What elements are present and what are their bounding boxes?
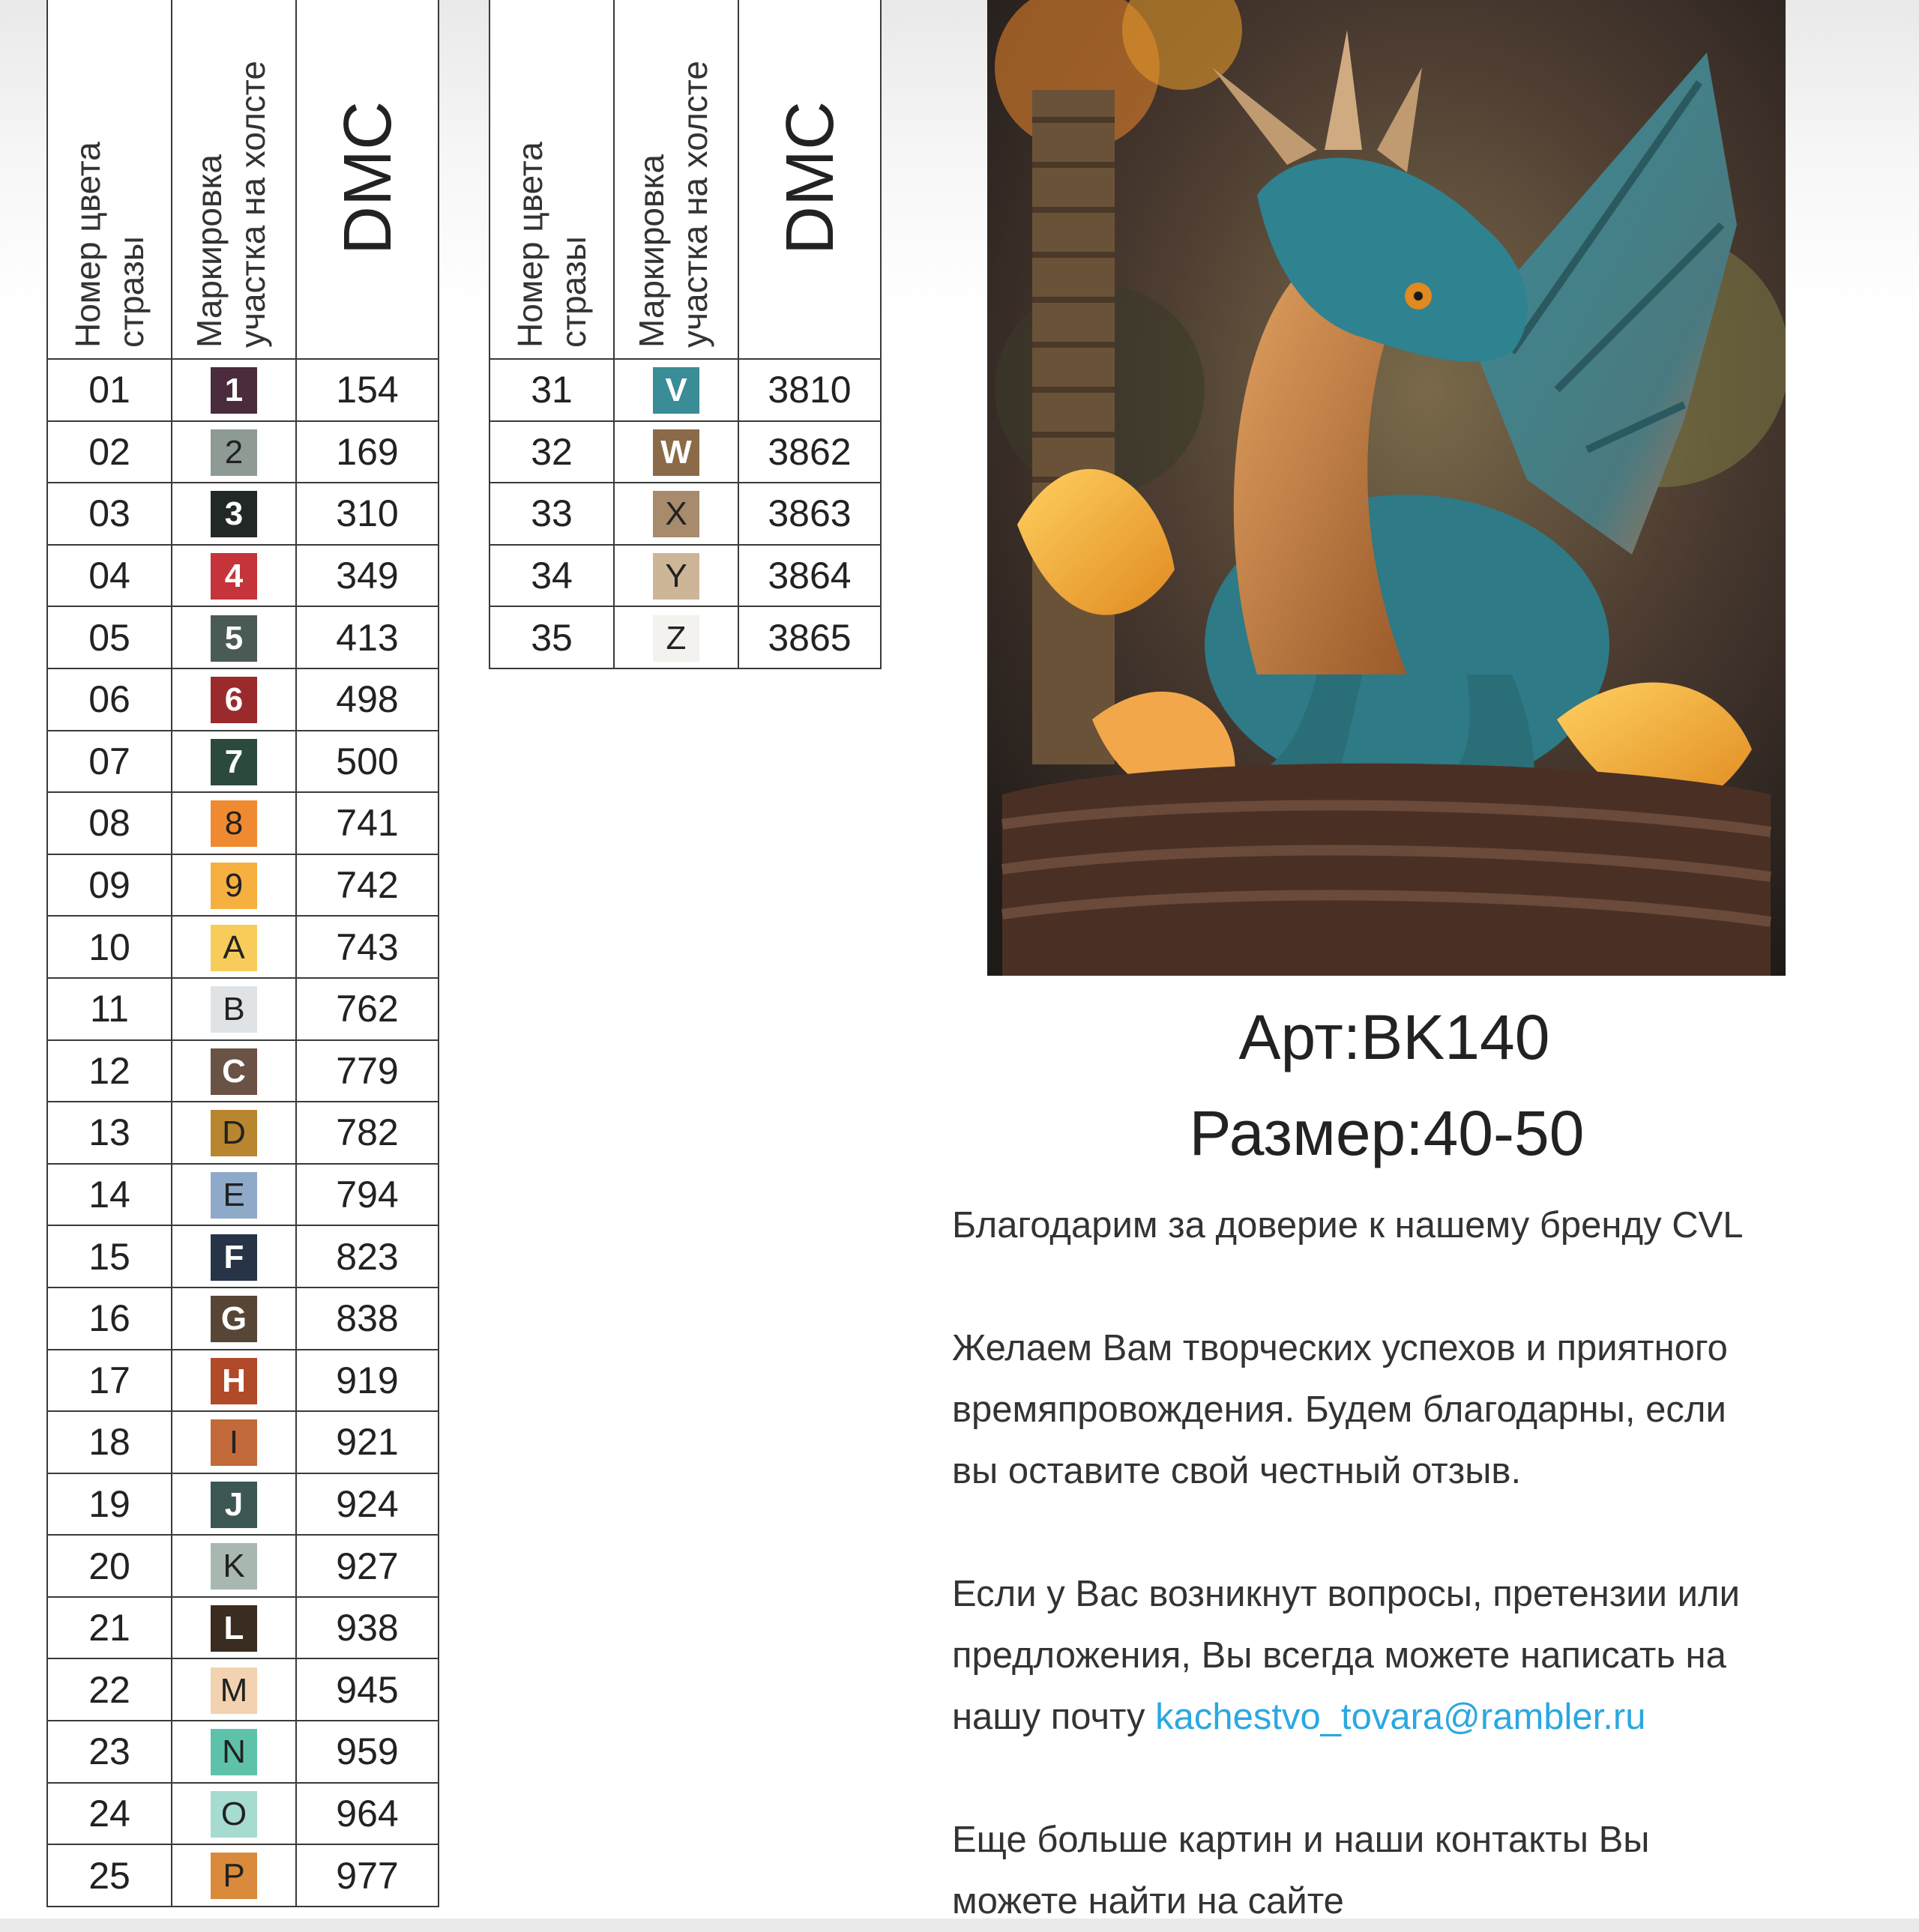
dmc-code: 762 bbox=[296, 978, 439, 1040]
marking-cell bbox=[172, 1164, 296, 1226]
header-number-text: Номер цвета стразы bbox=[510, 142, 593, 348]
marking-cell bbox=[172, 792, 296, 854]
size-label: Размер:40-50 bbox=[1189, 1098, 1585, 1168]
dmc-code: 945 bbox=[296, 1658, 439, 1721]
table-row bbox=[47, 668, 439, 731]
color-number: 34 bbox=[489, 545, 614, 607]
marking-cell bbox=[172, 854, 296, 917]
header-marking-text: Маркировка участка на холсте bbox=[632, 61, 714, 348]
marking-cell bbox=[172, 1288, 296, 1350]
header-number bbox=[47, 0, 172, 359]
questions-body: Если у Вас возникнут вопросы, претензии или предложения, Вы всегда можете написать на нашу почту bbox=[952, 1574, 1740, 1737]
marking-cell bbox=[172, 1783, 296, 1845]
marking-cell bbox=[172, 668, 296, 731]
color-swatch: C bbox=[211, 1048, 257, 1095]
dmc-code: 742 bbox=[296, 854, 439, 917]
color-swatch: V bbox=[653, 367, 699, 414]
marking-cell bbox=[172, 421, 296, 483]
header-marking bbox=[172, 0, 296, 359]
dmc-code: 3810 bbox=[738, 359, 881, 421]
dmc-code: 349 bbox=[296, 545, 439, 607]
table-row bbox=[47, 731, 439, 793]
table-row bbox=[47, 1411, 439, 1473]
table-row bbox=[47, 1164, 439, 1226]
dmc-code: 782 bbox=[296, 1102, 439, 1164]
color-number: 09 bbox=[47, 854, 172, 917]
marking-cell bbox=[172, 1721, 296, 1783]
table-row bbox=[489, 606, 881, 668]
marking-cell bbox=[172, 1350, 296, 1412]
color-swatch: K bbox=[211, 1543, 257, 1590]
header-marking-text: Маркировка участка на холсте bbox=[190, 61, 272, 348]
color-swatch: H bbox=[211, 1358, 257, 1404]
header-number-text: Номер цвета стразы bbox=[68, 142, 151, 348]
marking-cell bbox=[614, 421, 738, 483]
marking-cell bbox=[614, 545, 738, 607]
marking-cell bbox=[172, 1411, 296, 1473]
color-number: 22 bbox=[47, 1658, 172, 1721]
color-table-right bbox=[489, 0, 882, 669]
color-number: 31 bbox=[489, 359, 614, 421]
marking-cell bbox=[172, 606, 296, 668]
marking-cell bbox=[172, 1535, 296, 1597]
marking-cell bbox=[172, 1473, 296, 1536]
questions-text bbox=[952, 1563, 1837, 1748]
color-number: 35 bbox=[489, 606, 614, 668]
table-row bbox=[47, 545, 439, 607]
color-number: 07 bbox=[47, 731, 172, 793]
table-row bbox=[47, 792, 439, 854]
table-row bbox=[47, 1288, 439, 1350]
color-number: 04 bbox=[47, 545, 172, 607]
marking-cell bbox=[172, 1597, 296, 1659]
table-row bbox=[47, 421, 439, 483]
table-row bbox=[47, 1102, 439, 1164]
header-dmc bbox=[296, 0, 439, 359]
color-number: 24 bbox=[47, 1783, 172, 1845]
color-number: 20 bbox=[47, 1535, 172, 1597]
wish-text: Желаем Вам творческих успехов и приятного времяпровождения. Будем благодарны, если вы оставите свой честный отзыв. bbox=[952, 1328, 1728, 1491]
table-row bbox=[47, 1040, 439, 1102]
color-number: 23 bbox=[47, 1721, 172, 1783]
color-swatch: G bbox=[211, 1296, 257, 1342]
color-swatch: P bbox=[211, 1853, 257, 1899]
info-block bbox=[952, 989, 1837, 1932]
color-number: 18 bbox=[47, 1411, 172, 1473]
dmc-code: 3863 bbox=[738, 483, 881, 545]
dmc-code: 3865 bbox=[738, 606, 881, 668]
marking-cell bbox=[614, 606, 738, 668]
dmc-code: 3864 bbox=[738, 545, 881, 607]
header-number bbox=[489, 0, 614, 359]
table-row bbox=[47, 854, 439, 917]
color-number: 21 bbox=[47, 1597, 172, 1659]
dmc-code: 823 bbox=[296, 1225, 439, 1288]
table-row bbox=[47, 1597, 439, 1659]
color-number: 06 bbox=[47, 668, 172, 731]
color-number: 16 bbox=[47, 1288, 172, 1350]
email-link[interactable]: kachestvo_tovara@rambler.ru bbox=[1155, 1697, 1646, 1737]
table-row bbox=[47, 1721, 439, 1783]
color-number: 03 bbox=[47, 483, 172, 545]
dmc-code: 498 bbox=[296, 668, 439, 731]
dmc-code: 413 bbox=[296, 606, 439, 668]
color-number: 15 bbox=[47, 1225, 172, 1288]
color-swatch: J bbox=[211, 1482, 257, 1528]
header-dmc-text: DMC bbox=[773, 101, 848, 255]
marking-cell bbox=[172, 359, 296, 421]
table-row bbox=[489, 421, 881, 483]
dmc-code: 927 bbox=[296, 1535, 439, 1597]
color-swatch: 6 bbox=[211, 677, 257, 723]
color-table-left bbox=[46, 0, 439, 1907]
color-number: 32 bbox=[489, 421, 614, 483]
color-number: 33 bbox=[489, 483, 614, 545]
color-number: 19 bbox=[47, 1473, 172, 1536]
marking-cell bbox=[172, 483, 296, 545]
more-text: Еще больше картин и наши контакты Вы можете найти на сайте bbox=[952, 1820, 1650, 1922]
color-swatch: B bbox=[211, 986, 257, 1033]
color-swatch: I bbox=[211, 1419, 257, 1466]
table-row bbox=[47, 1350, 439, 1412]
color-swatch: 8 bbox=[211, 800, 257, 847]
dmc-code: 938 bbox=[296, 1597, 439, 1659]
dmc-code: 169 bbox=[296, 421, 439, 483]
marking-cell bbox=[614, 483, 738, 545]
color-swatch: 2 bbox=[211, 429, 257, 476]
color-number: 25 bbox=[47, 1844, 172, 1907]
color-swatch: W bbox=[653, 429, 699, 476]
marking-cell bbox=[172, 1040, 296, 1102]
marking-cell bbox=[172, 545, 296, 607]
table-row bbox=[47, 1473, 439, 1536]
header-dmc bbox=[738, 0, 881, 359]
color-swatch: O bbox=[211, 1791, 257, 1838]
color-number: 17 bbox=[47, 1350, 172, 1412]
table-row bbox=[489, 483, 881, 545]
marking-cell bbox=[614, 359, 738, 421]
color-swatch: E bbox=[211, 1172, 257, 1219]
marking-cell bbox=[172, 916, 296, 978]
color-swatch: 1 bbox=[211, 367, 257, 414]
dmc-code: 3862 bbox=[738, 421, 881, 483]
color-swatch: 4 bbox=[211, 553, 257, 600]
marking-cell bbox=[172, 1225, 296, 1288]
color-swatch: M bbox=[211, 1667, 257, 1714]
table-row bbox=[47, 1783, 439, 1845]
color-number: 14 bbox=[47, 1164, 172, 1226]
table-row bbox=[47, 978, 439, 1040]
table-row bbox=[47, 483, 439, 545]
color-number: 05 bbox=[47, 606, 172, 668]
marking-cell bbox=[172, 1102, 296, 1164]
dmc-code: 310 bbox=[296, 483, 439, 545]
color-number: 01 bbox=[47, 359, 172, 421]
color-number: 11 bbox=[47, 978, 172, 1040]
article-number: Арт:BK140 bbox=[1238, 1002, 1550, 1072]
color-swatch: Z bbox=[653, 615, 699, 662]
table-row bbox=[47, 1844, 439, 1907]
dmc-code: 964 bbox=[296, 1783, 439, 1845]
table-row bbox=[489, 545, 881, 607]
color-swatch: D bbox=[211, 1110, 257, 1156]
dmc-code: 743 bbox=[296, 916, 439, 978]
table-row bbox=[47, 1535, 439, 1597]
table-row bbox=[47, 359, 439, 421]
dragon-artwork bbox=[987, 0, 1786, 976]
color-swatch: 5 bbox=[211, 615, 257, 662]
color-swatch: A bbox=[211, 925, 257, 971]
color-number: 08 bbox=[47, 792, 172, 854]
dmc-code: 919 bbox=[296, 1350, 439, 1412]
marking-cell bbox=[172, 1844, 296, 1907]
marking-cell bbox=[172, 978, 296, 1040]
color-swatch: 3 bbox=[211, 491, 257, 537]
table-row bbox=[47, 916, 439, 978]
marking-cell bbox=[172, 1658, 296, 1721]
thanks-text: Благодарим за доверие к нашему бренду CVL bbox=[952, 1205, 1744, 1246]
table-row bbox=[47, 606, 439, 668]
color-swatch: 9 bbox=[211, 863, 257, 909]
color-swatch: N bbox=[211, 1729, 257, 1775]
marking-cell bbox=[172, 731, 296, 793]
dmc-code: 154 bbox=[296, 359, 439, 421]
color-number: 02 bbox=[47, 421, 172, 483]
color-number: 12 bbox=[47, 1040, 172, 1102]
dmc-code: 779 bbox=[296, 1040, 439, 1102]
color-swatch: Y bbox=[653, 553, 699, 600]
dmc-code: 838 bbox=[296, 1288, 439, 1350]
color-swatch: X bbox=[653, 491, 699, 537]
color-number: 13 bbox=[47, 1102, 172, 1164]
color-number: 10 bbox=[47, 916, 172, 978]
color-swatch: F bbox=[211, 1234, 257, 1281]
dmc-code: 959 bbox=[296, 1721, 439, 1783]
header-dmc-text: DMC bbox=[331, 101, 406, 255]
table-row bbox=[47, 1225, 439, 1288]
dmc-code: 500 bbox=[296, 731, 439, 793]
header-marking bbox=[614, 0, 738, 359]
table-row bbox=[489, 359, 881, 421]
dmc-code: 921 bbox=[296, 1411, 439, 1473]
dmc-code: 741 bbox=[296, 792, 439, 854]
dmc-code: 794 bbox=[296, 1164, 439, 1226]
table-row bbox=[47, 1658, 439, 1721]
dmc-code: 924 bbox=[296, 1473, 439, 1536]
color-swatch: 7 bbox=[211, 739, 257, 785]
dmc-code: 977 bbox=[296, 1844, 439, 1907]
color-swatch: L bbox=[211, 1605, 257, 1652]
